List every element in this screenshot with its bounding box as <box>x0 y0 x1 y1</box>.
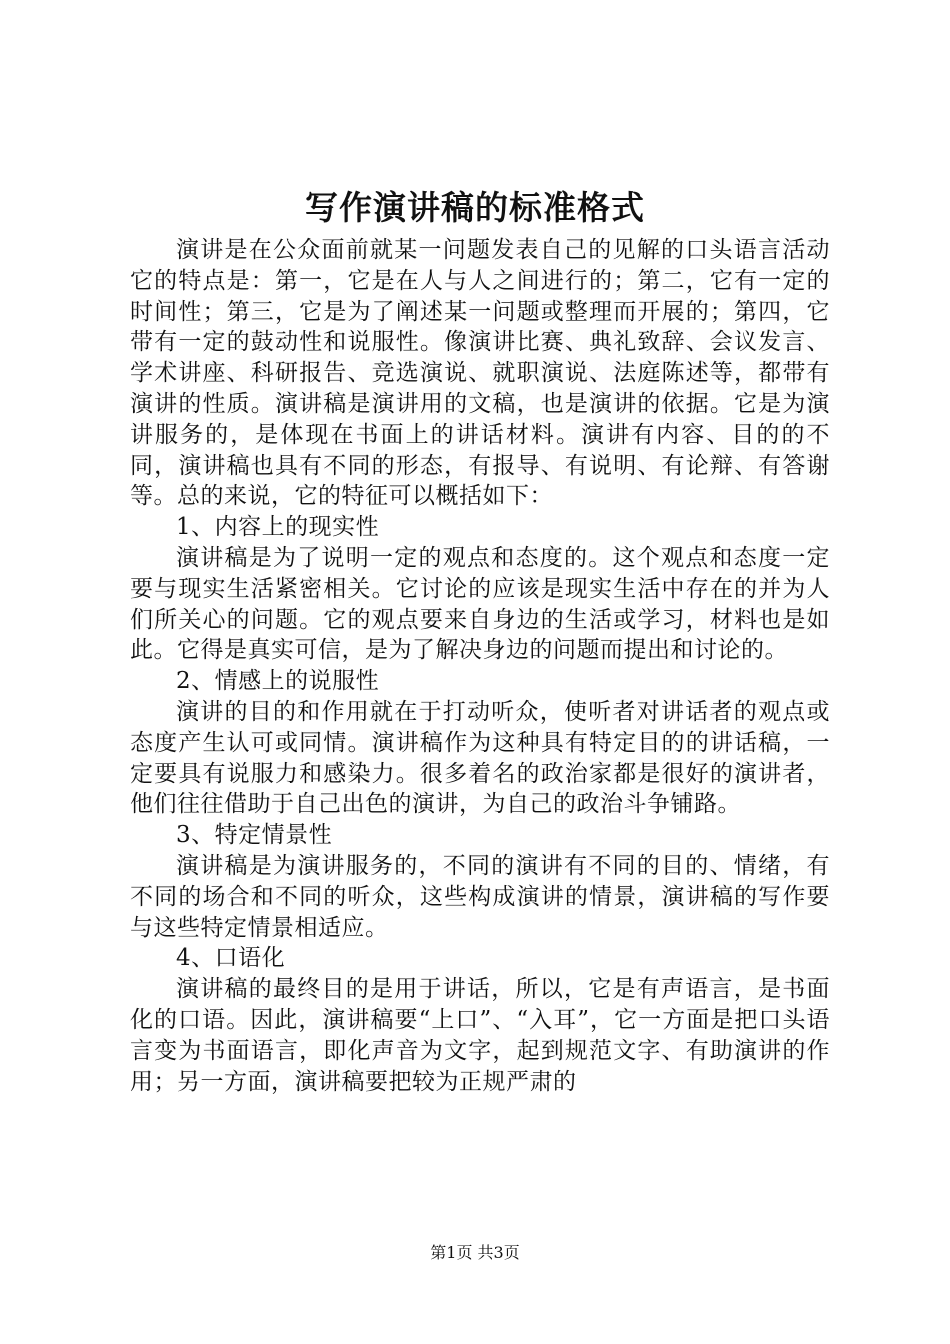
paragraph-intro: 演讲是在公众面前就某一问题发表自己的见解的口头语言活动它的特点是：第一，它是在人与人之间进行的；第二，它有一定的时间性；第三，它是为了阐述某一问题或整理而开展的；第四，它带有一定的鼓动性和说服性。像演讲比赛、典礼致辞、会议发言、学术讲座、科研报告、竞选演说、就职演说、法庭陈述等，都带有演讲的性质。演讲稿是演讲用的文稿，也是演讲的依据。它是为演讲服务的，是体现在书面上的讲话材料。演讲有内容、目的的不同，演讲稿也具有不同的形态，有报导、有说明、有论辩、有答谢等。总的来说，它的特征可以概括如下： <box>130 237 830 510</box>
document-body <box>130 235 830 1097</box>
paragraph-section-1: 演讲稿是为了说明一定的观点和态度的。这个观点和态度一定要与现实生活紧密相关。它讨论的应该是现实生活中存在的并为人们所关心的问题。它的观点要来自身边的生活或学习，材料也是如此。它得是真实可信，是为了解决身边的问题而提出和讨论的。 <box>130 544 830 664</box>
document-title: 写作演讲稿的标准格式 <box>305 188 645 227</box>
page-number-footer: 第1页 共3页 <box>430 1243 520 1262</box>
paragraph-section-3: 演讲稿是为演讲服务的，不同的演讲有不同的目的、情绪，有不同的场合和不同的听众，这些构成演讲的情景，演讲稿的写作要与这些特定情景相适应。 <box>130 852 830 941</box>
section-heading-4: 4、口语化 <box>176 945 286 972</box>
paragraph-section-2: 演讲的目的和作用就在于打动听众，使听者对讲话者的观点或态度产生认可或同情。演讲稿作为这种具有特定目的的讲话稿，一定要具有说服力和感染力。很多着名的政治家都是很好的演讲者，他们往往借助于自己出色的演讲，为自己的政治斗争铺路。 <box>130 698 830 818</box>
paragraph-section-4: 演讲稿的最终目的是用于讲话，所以，它是有声语言，是书面化的口语。因此，演讲稿要“上口”、“入耳”，它一方面是把口头语言变为书面语言，即化声音为文字，起到规范文字、有助演讲的作用；另一方面，演讲稿要把较为正规严肃的 <box>130 976 830 1095</box>
section-heading-1: 1、内容上的现实性 <box>176 514 380 541</box>
section-heading-2: 2、情感上的说服性 <box>176 668 380 695</box>
section-heading-3: 3、特定情景性 <box>176 822 333 849</box>
